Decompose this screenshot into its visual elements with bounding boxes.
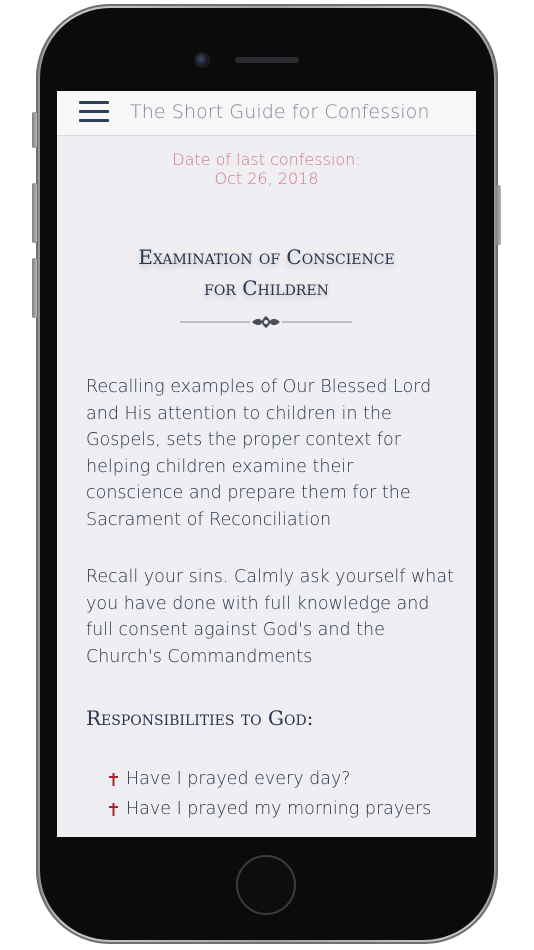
intro-paragraph: Recalling examples of Our Blessed Lord and His attention to children in the Gospels, sets the proper context for helping children examine their conscience and prepare them for the Sacrament of Reconciliation <box>86 377 432 530</box>
ornament-divider-icon <box>180 312 352 332</box>
mute-switch <box>32 112 37 148</box>
section-title-line2: for Children <box>204 276 329 300</box>
hamburger-menu-icon[interactable] <box>79 101 109 123</box>
home-button <box>236 855 296 915</box>
instruction-paragraph: Recall your sins. Calmly ask yourself what you have done with full knowledge and full consent against God's and the Church's Commandments <box>86 567 454 667</box>
navigation-bar <box>57 91 476 136</box>
list-item <box>109 794 459 824</box>
front-camera <box>196 54 208 66</box>
last-confession-info <box>57 150 476 188</box>
last-confession-label: Date of last confession: <box>172 150 361 169</box>
last-confession-date: Oct 26, 2018 <box>214 169 319 188</box>
cross-icon <box>109 773 118 786</box>
volume-up-button <box>32 183 37 243</box>
cross-icon <box>109 803 118 816</box>
earpiece-speaker <box>235 57 299 63</box>
volume-down-button <box>32 258 37 318</box>
power-button <box>496 185 501 245</box>
app-screen <box>57 91 476 837</box>
question-list <box>109 764 459 824</box>
content-scroll-area[interactable] <box>57 136 476 837</box>
section-title <box>57 242 476 304</box>
list-item <box>109 764 459 794</box>
question-text: Have I prayed my morning prayers <box>126 799 432 819</box>
page-title: The Short Guide for Confession <box>130 101 430 123</box>
section-title-line1: Examination of Conscience <box>138 245 395 269</box>
responsibilities-heading: Responsibilities to God: <box>86 706 314 730</box>
question-text: Have I prayed every day? <box>126 769 351 789</box>
